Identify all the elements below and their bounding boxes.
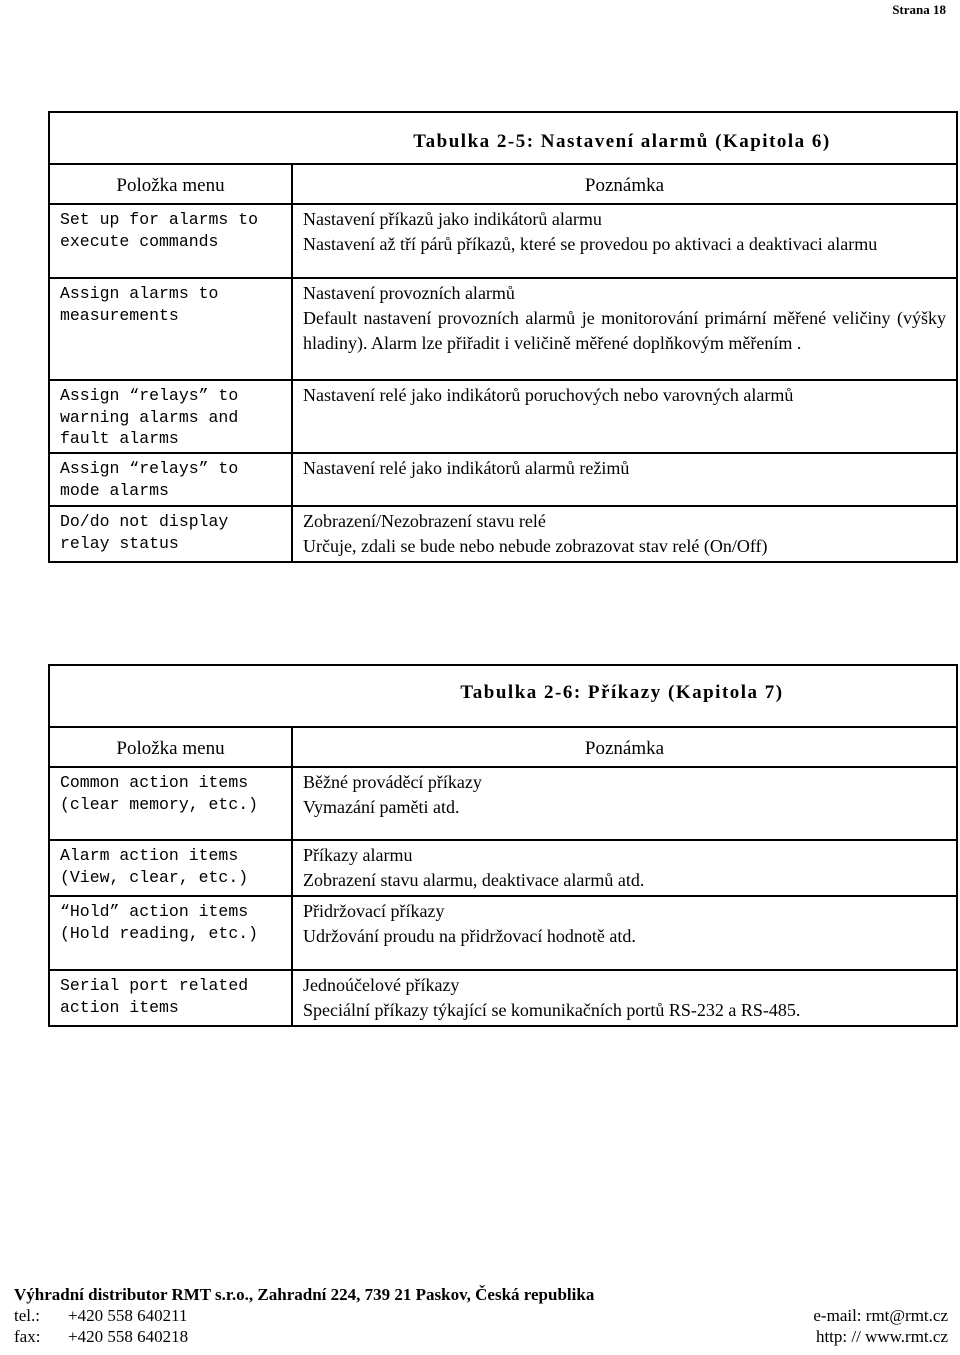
note-cell bbox=[292, 380, 957, 453]
table-caption bbox=[49, 112, 957, 164]
column-header-menu: Položka menu bbox=[49, 164, 292, 204]
note-cell bbox=[292, 840, 957, 896]
note-cell bbox=[292, 896, 957, 970]
note-description: Nastavení až tří párů příkazů, které se provedou po aktivaci a deaktivaci alarmu bbox=[303, 234, 878, 254]
page-footer bbox=[14, 1284, 948, 1347]
menu-item-cell: Assign “relays” to mode alarms bbox=[49, 453, 292, 506]
menu-item-cell: Set up for alarms to execute commands bbox=[49, 204, 292, 278]
footer-contact-row bbox=[14, 1326, 948, 1347]
table-row bbox=[49, 453, 957, 506]
website-link[interactable]: http: // www.rmt.cz bbox=[815, 1327, 948, 1346]
note-description: Určuje, zdali se bude nebo nebude zobrazovat stav relé (On/Off) bbox=[303, 536, 768, 556]
note-description: Speciální příkazy týkající se komunikačních portů RS-232 a RS-485. bbox=[303, 1000, 801, 1020]
note-title: Nastavení příkazů jako indikátorů alarmu bbox=[303, 209, 602, 229]
footer-contact-row bbox=[14, 1305, 948, 1326]
note-cell bbox=[292, 970, 957, 1026]
table-caption-text: Tabulka 2-6: Příkazy (Kapitola 7) bbox=[460, 682, 784, 703]
phone-number: +420 558 640211 bbox=[68, 1306, 188, 1325]
fax-label: fax: bbox=[14, 1327, 41, 1346]
column-header-menu: Položka menu bbox=[49, 727, 292, 767]
note-cell bbox=[292, 767, 957, 840]
table-row bbox=[49, 896, 957, 970]
menu-item-cell: Alarm action items (View, clear, etc.) bbox=[49, 840, 292, 896]
note-description: Default nastavení provozních alarmů je monitorování primární měřené veličiny (výšky hladiny). Alarm lze přiřadit i veličině měřené doplňkovým měřením . bbox=[303, 308, 946, 353]
note-title: Běžné prováděcí příkazy bbox=[303, 772, 482, 792]
table-row bbox=[49, 840, 957, 896]
table-row bbox=[49, 380, 957, 453]
note-cell bbox=[292, 506, 957, 562]
note-description: Udržování proudu na přidržovací hodnotě atd. bbox=[303, 926, 636, 946]
menu-item-cell: Common action items (clear memory, etc.) bbox=[49, 767, 292, 840]
distributor-line: Výhradní distributor RMT s.r.o., Zahradní 224, 739 21 Paskov, Česká republika bbox=[14, 1285, 595, 1304]
note-title: Nastavení relé jako indikátorů alarmů režimů bbox=[303, 458, 630, 478]
note-cell bbox=[292, 278, 957, 380]
table-row bbox=[49, 278, 957, 380]
note-title: Příkazy alarmu bbox=[303, 845, 413, 865]
note-title: Přidržovací příkazy bbox=[303, 901, 445, 921]
table-row bbox=[49, 767, 957, 840]
note-cell bbox=[292, 204, 957, 278]
email-link[interactable]: e-mail: rmt@rmt.cz bbox=[813, 1306, 948, 1325]
phone-block bbox=[14, 1305, 187, 1326]
page-number: Strana 18 bbox=[892, 2, 946, 17]
table-row bbox=[49, 506, 957, 562]
note-title: Nastavení provozních alarmů bbox=[303, 283, 515, 303]
note-title: Jednoúčelové příkazy bbox=[303, 975, 460, 995]
note-title: Nastavení relé jako indikátorů poruchových nebo varovných alarmů bbox=[303, 385, 794, 405]
note-title: Zobrazení/Nezobrazení stavu relé bbox=[303, 511, 546, 531]
alarm-settings-table bbox=[48, 111, 958, 563]
menu-item-cell: Do/do not display relay status bbox=[49, 506, 292, 562]
menu-item-cell: “Hold” action items (Hold reading, etc.) bbox=[49, 896, 292, 970]
column-header-note: Poznámka bbox=[292, 727, 957, 767]
note-description: Vymazání paměti atd. bbox=[303, 797, 460, 817]
menu-item-cell: Assign “relays” to warning alarms and fault alarms bbox=[49, 380, 292, 453]
commands-table bbox=[48, 664, 958, 1027]
table-caption bbox=[49, 665, 957, 727]
table-row bbox=[49, 204, 957, 278]
menu-item-cell: Assign alarms to measurements bbox=[49, 278, 292, 380]
fax-block bbox=[14, 1326, 188, 1347]
table-row bbox=[49, 970, 957, 1026]
note-description: Zobrazení stavu alarmu, deaktivace alarmů atd. bbox=[303, 870, 645, 890]
table-caption-text: Tabulka 2-5: Nastavení alarmů (Kapitola 6) bbox=[413, 131, 831, 152]
fax-number: +420 558 640218 bbox=[68, 1327, 189, 1346]
phone-label: tel.: bbox=[14, 1306, 40, 1325]
menu-item-cell: Serial port related action items bbox=[49, 970, 292, 1026]
column-header-note: Poznámka bbox=[292, 164, 957, 204]
note-cell bbox=[292, 453, 957, 506]
